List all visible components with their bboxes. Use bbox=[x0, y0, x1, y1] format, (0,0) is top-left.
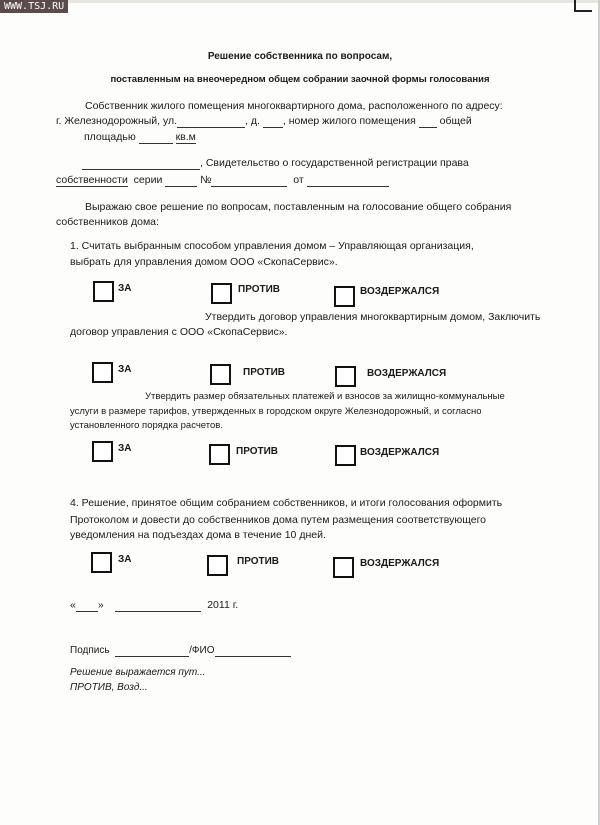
q2-za-checkbox[interactable] bbox=[92, 362, 113, 383]
q1-vozd-checkbox[interactable] bbox=[334, 286, 355, 307]
series-blank[interactable] bbox=[165, 174, 197, 187]
q4-protiv-checkbox[interactable] bbox=[207, 555, 228, 576]
number-blank[interactable] bbox=[211, 174, 287, 187]
q1-vozd-label: ВОЗДЕРЖАЛСЯ bbox=[360, 286, 440, 297]
q3-vozd-checkbox[interactable] bbox=[335, 445, 356, 466]
watermark: WWW.TSJ.RU bbox=[0, 0, 68, 13]
q4-protiv-label: ПРОТИВ bbox=[237, 556, 280, 567]
issue-date-blank[interactable] bbox=[307, 174, 389, 187]
q4-line-1: 4. Решение, принятое общим собранием собственников, и итоги голосования оформить bbox=[70, 497, 503, 509]
doc-title: Решение собственника по вопросам, bbox=[207, 51, 393, 62]
q2-line-2: договор управления с ООО «СкопаСервис». bbox=[70, 326, 288, 338]
month-blank[interactable] bbox=[115, 599, 201, 612]
q1-za-checkbox[interactable] bbox=[93, 281, 114, 302]
date-line: « » 2011 г. bbox=[70, 599, 239, 611]
q3-protiv-label: ПРОТИВ bbox=[236, 446, 279, 457]
q1-za-label: ЗА bbox=[118, 283, 132, 294]
signature-line: Подпись /ФИО bbox=[70, 645, 291, 657]
q4-vozd-label: ВОЗДЕРЖАЛСЯ bbox=[360, 558, 440, 569]
q3-za-label: ЗА bbox=[118, 443, 132, 454]
q2-vozd-checkbox[interactable] bbox=[335, 366, 356, 387]
scan-corner-mark bbox=[574, 0, 592, 12]
q4-za-label: ЗА bbox=[118, 554, 132, 565]
q4-vozd-checkbox[interactable] bbox=[333, 557, 354, 578]
scan-edge-top bbox=[0, 0, 600, 3]
flat-blank[interactable] bbox=[419, 115, 437, 128]
q3-line-3: установленного порядка расчетов. bbox=[70, 420, 223, 431]
intro-line-2: собственников дома: bbox=[56, 216, 159, 228]
q2-protiv-checkbox[interactable] bbox=[210, 364, 231, 385]
q3-za-checkbox[interactable] bbox=[92, 441, 113, 462]
fio-blank[interactable] bbox=[215, 645, 291, 657]
doc-subtitle: поставленным на внеочередном общем собрании заочной формы голосования bbox=[110, 74, 490, 85]
house-blank[interactable] bbox=[263, 115, 283, 128]
q2-za-label: ЗА bbox=[118, 364, 132, 375]
q4-line-3: уведомления на подъездах дома в течение 10 дней. bbox=[70, 529, 326, 541]
q3-line-1: Утвердить размер обязательных платежей и взносов за жилищно-коммунальные bbox=[145, 391, 505, 402]
q2-protiv-label: ПРОТИВ bbox=[243, 367, 286, 378]
q3-line-2: услуги в размере тарифов, утвержденных в городском округе Железнодорожный, и согласно bbox=[70, 406, 482, 417]
date-year: 2011 г. bbox=[207, 599, 239, 611]
q2-vozd-label: ВОЗДЕРЖАЛСЯ bbox=[367, 368, 447, 379]
area-blank[interactable] bbox=[139, 131, 173, 144]
owner-name-blank[interactable] bbox=[82, 157, 200, 170]
owner-line-3: площадью кв.м bbox=[84, 131, 196, 143]
q1-protiv-checkbox[interactable] bbox=[211, 283, 232, 304]
day-blank[interactable] bbox=[76, 599, 98, 612]
owner-line-4: , Свидетельство о государственной регистрации права bbox=[82, 157, 469, 170]
q3-vozd-label: ВОЗДЕРЖАЛСЯ bbox=[360, 447, 440, 458]
q1-protiv-label: ПРОТИВ bbox=[238, 284, 281, 295]
signature-blank[interactable] bbox=[115, 645, 189, 657]
q1-line-1: 1. Считать выбранным способом управления домом – Управляющая организация, bbox=[70, 240, 474, 252]
owner-line-1: Собственник жилого помещения многоквартирного дома, расположенного по адресу: bbox=[85, 100, 503, 112]
q4-line-2: Протоколом и довести до собственников дома путем размещения соответствующего bbox=[70, 514, 487, 526]
q4-za-checkbox[interactable] bbox=[91, 552, 112, 573]
q3-protiv-checkbox[interactable] bbox=[209, 444, 230, 465]
intro-line-1: Выражаю свое решение по вопросам, поставленным на голосование общего собрания bbox=[85, 201, 512, 213]
note-line-2: ПРОТИВ, Возд... bbox=[70, 682, 148, 693]
street-blank[interactable] bbox=[177, 115, 245, 128]
owner-line-5: собственности серии № от bbox=[56, 174, 389, 187]
note-line-1: Решение выражается пут... bbox=[70, 667, 206, 678]
q1-line-2: выбрать для управления домом ООО «СкопаСервис». bbox=[70, 256, 338, 268]
q2-line-1: Утвердить договор управления многоквартирным домом, Заключить bbox=[205, 311, 541, 323]
owner-line-2: г. Железнодорожный, ул. , д. , номер жилого помещения общей bbox=[56, 115, 472, 127]
